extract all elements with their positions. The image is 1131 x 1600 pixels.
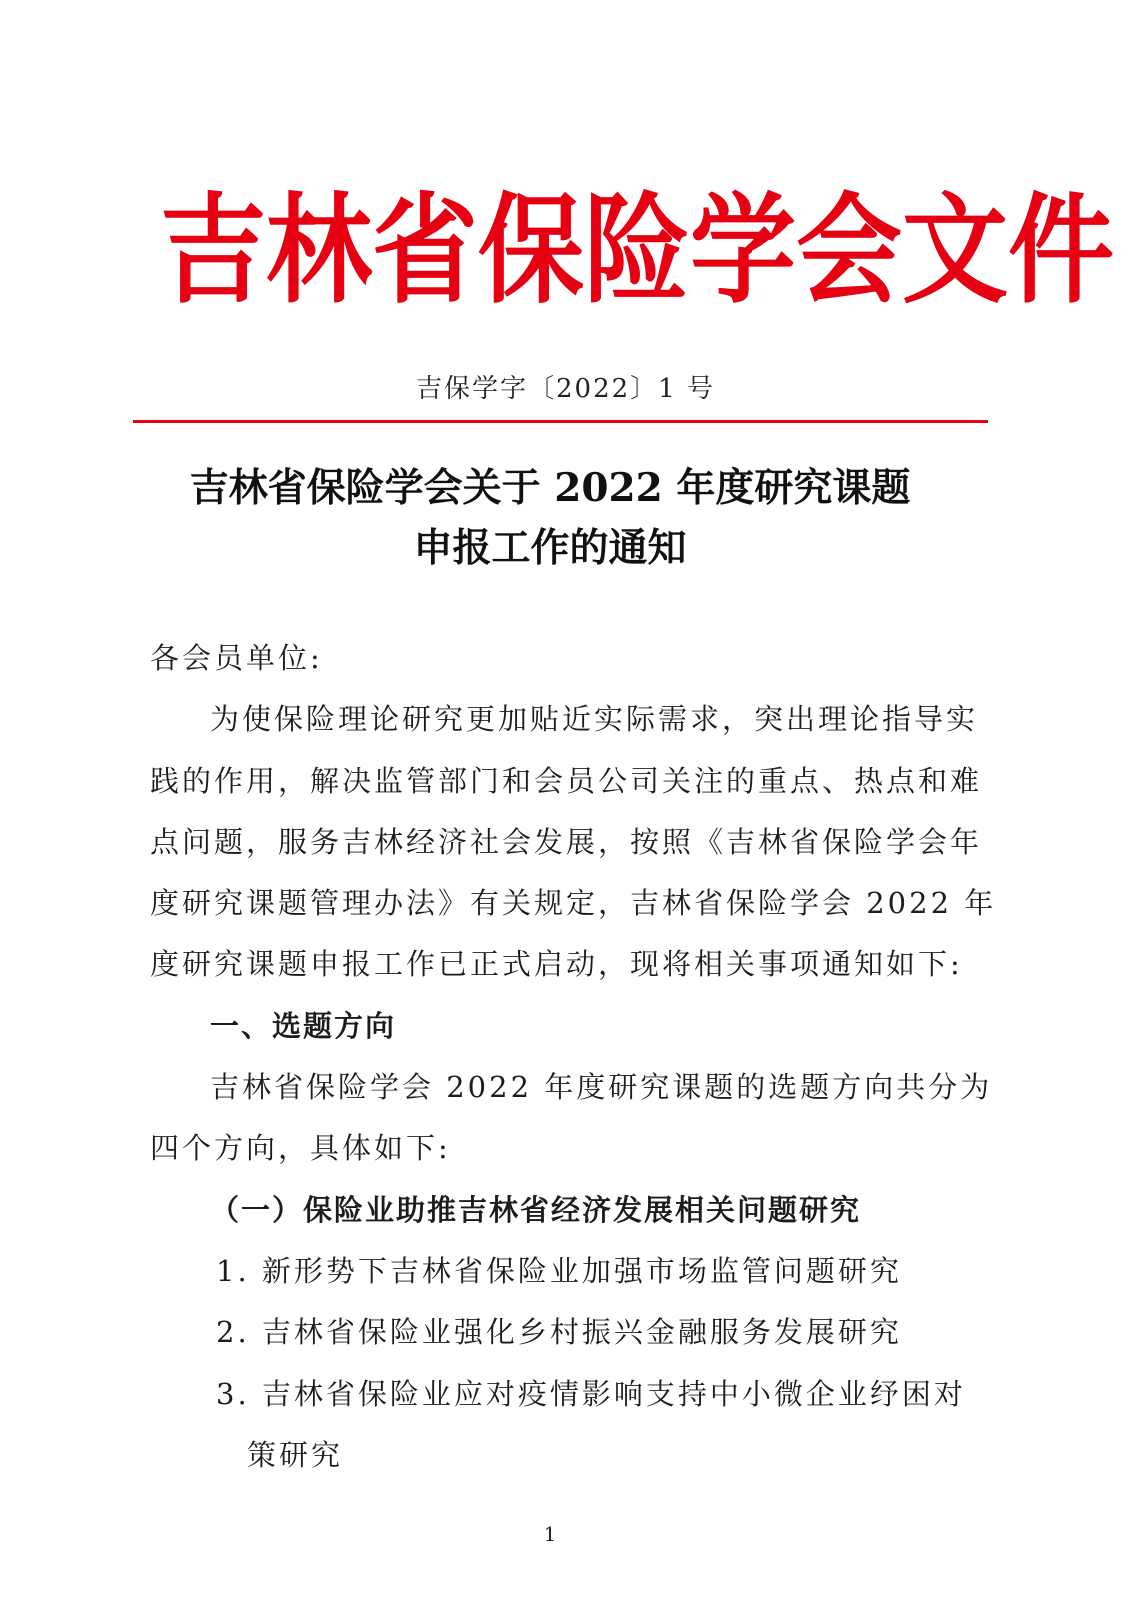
paragraph-1-line-5: 度研究课题申报工作已正式启动，现将相关事项通知如下:	[150, 947, 963, 982]
paragraph-1-line-3: 点问题，服务吉林经济社会发展，按照《吉林省保险学会年	[150, 824, 983, 859]
document-masthead	[160, 181, 1114, 320]
masthead-char: 学	[690, 181, 796, 320]
document-title	[0, 458, 1100, 578]
paragraph-1-line-2: 践的作用，解决监管部门和会员公司关注的重点、热点和难	[150, 763, 983, 798]
list-item: 3. 吉林省保险业应对疫情影响支持中小微企业纾困对	[216, 1376, 966, 1411]
document-number: 吉保学字〔2022〕1 号	[416, 374, 715, 404]
paragraph-1-line-1: 为使保险理论研究更加贴近实际需求，突出理论指导实	[210, 702, 979, 737]
red-separator-rule	[133, 420, 988, 423]
masthead-char: 文	[902, 181, 1008, 320]
masthead-char: 省	[372, 181, 478, 320]
paragraph-2-line-2: 四个方向，具体如下:	[150, 1131, 451, 1166]
paragraph-1-line-4: 度研究课题管理办法》有关规定，吉林省保险学会 2022 年	[150, 886, 997, 921]
masthead-char: 保	[478, 181, 584, 320]
subsection-1-heading: （一）保险业助推吉林省经济发展相关问题研究	[210, 1192, 862, 1227]
masthead-char: 险	[584, 181, 690, 320]
paragraph-2-line-1: 吉林省保险学会 2022 年度研究课题的选题方向共分为	[210, 1070, 993, 1105]
masthead-char: 吉	[160, 181, 266, 320]
list-item-continuation: 策研究	[247, 1437, 344, 1472]
section-1-heading: 一、选题方向	[210, 1008, 397, 1043]
masthead-char: 件	[1008, 181, 1114, 320]
title-line-2: 申报工作的通知	[413, 525, 687, 571]
list-item: 2. 吉林省保险业强化乡村振兴金融服务发展研究	[216, 1315, 902, 1350]
page-number: 1	[543, 1522, 557, 1546]
masthead-char: 林	[266, 181, 372, 320]
salutation: 各会员单位:	[150, 641, 323, 675]
list-item: 1. 新形势下吉林省保险业加强市场监管问题研究	[216, 1253, 902, 1288]
masthead-char: 会	[796, 181, 902, 320]
document-body	[150, 628, 997, 1486]
title-line-1: 吉林省保险学会关于 2022 年度研究课题	[189, 465, 911, 511]
